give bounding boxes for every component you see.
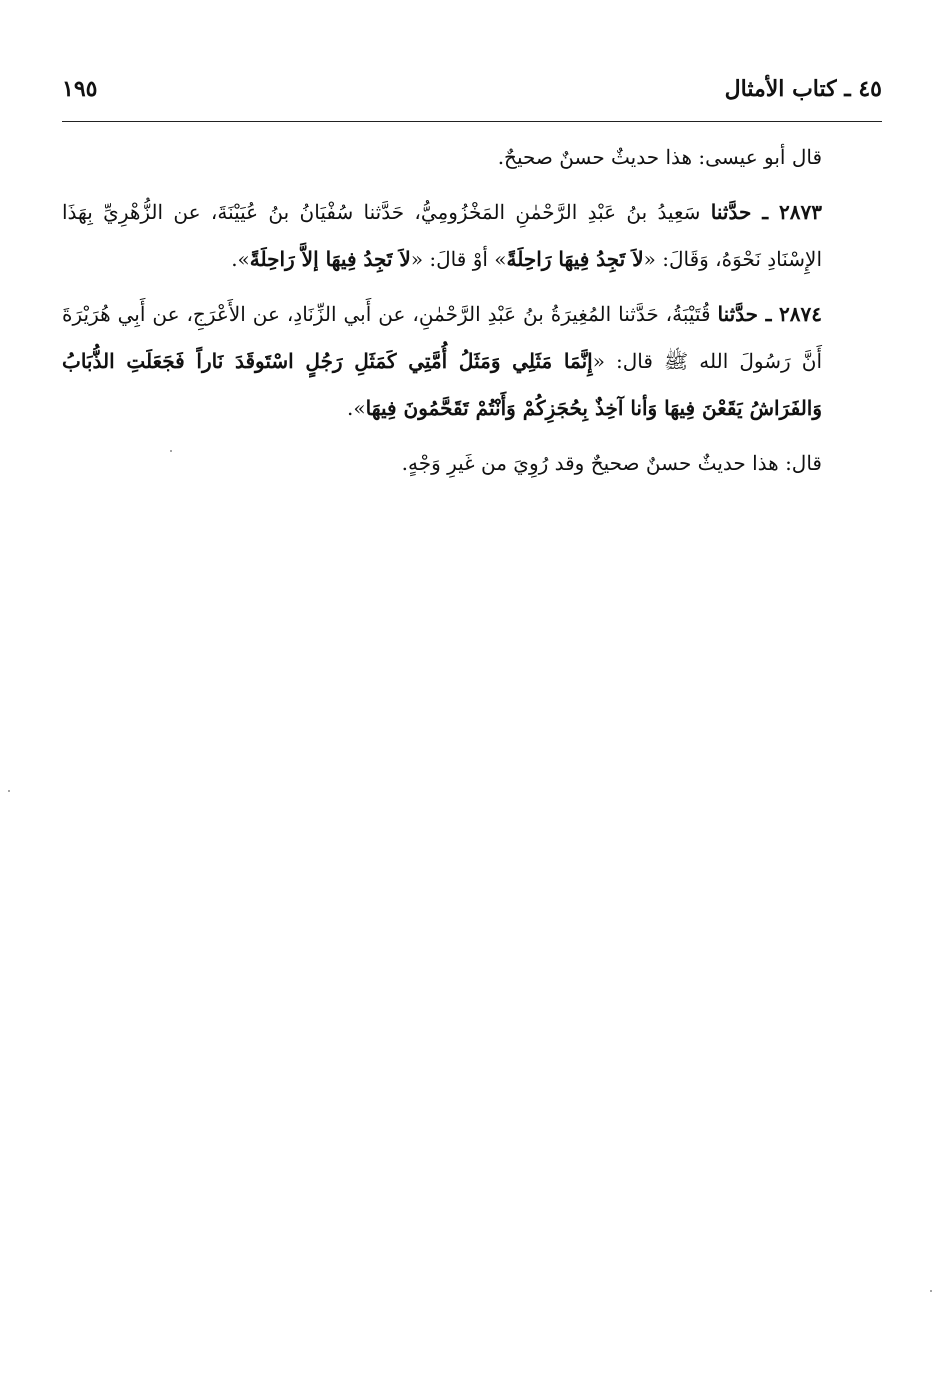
hadith-2873 bbox=[62, 189, 882, 283]
header-rule bbox=[62, 121, 882, 122]
scan-speck bbox=[8, 790, 10, 792]
matn-text-1: لاَ تَجِدُ فِيهَا رَاحِلَةً bbox=[506, 247, 644, 271]
commentary-text: قال: هذا حديثٌ حسنٌ صحيحٌ وقد رُوِيَ من غَيرِ وَجْهٍ. bbox=[401, 451, 822, 475]
hadith-number: ٢٨٧٣ bbox=[779, 200, 822, 224]
scan-speck bbox=[930, 1290, 932, 1292]
hadith-2874 bbox=[62, 291, 882, 432]
commentary-paragraph-1 bbox=[62, 134, 882, 181]
closing-quote: ». bbox=[347, 396, 366, 420]
page-number: ١٩٥ bbox=[62, 76, 98, 102]
commentary-paragraph-2 bbox=[62, 440, 882, 487]
chapter-title: ٤٥ ـ كتاب الأمثال bbox=[724, 76, 882, 102]
matn-text-2: لاَ تَجِدُ فِيهَا إلاَّ رَاحِلَةً bbox=[249, 247, 411, 271]
page-body bbox=[62, 134, 882, 495]
hadith-number: ٢٨٧٤ bbox=[779, 302, 822, 326]
chain-opening-word: حدَّثنا bbox=[717, 302, 759, 326]
isnad-text: قُتَيْبَةُ، حَدَّثنا المُغِيرَةُ بنُ عَبْدِ الرَّحْمٰنِ، عن أَبي الزِّنَادِ، عن الأَعْرَجِ، عن أَبِي هُرَيْرَةَ أَنَّ رَسُولَ الله ﷺ قال: « bbox=[62, 302, 823, 373]
closing-quote: ». bbox=[231, 247, 250, 271]
isnad-text: سَعِيدُ بنُ عَبْدِ الرَّحْمٰنِ المَخْزُومِيُّ، حَدَّثنا سُفْيَانُ بنُ عُيَيْنَةَ، عن الزُّهْرِيِّ بِهَذَا الإِسْنَادِ نَحْوَهُ، وَقَالَ: « bbox=[62, 200, 822, 271]
connector-text: » أوْ قالَ: « bbox=[410, 247, 507, 271]
matn-text: إِنَّمَا مَثَلِي وَمَثَلُ أُمَّتِي كَمَثَلِ رَجُلٍ اسْتَوقَدَ نَاراً فَجَعَلَتِ الذُّبَابُ وَالفَرَاشُ يَقَعْنَ فِيهَا وَأنا آخِذٌ بِحُجَزِكُمْ وَأَنْتُمْ تَقَحَّمُونَ فِيهَا bbox=[62, 349, 822, 420]
chain-opening-word: حدَّثنا bbox=[710, 200, 752, 224]
scan-speck bbox=[170, 450, 172, 452]
hadith-dash: ـ bbox=[751, 200, 780, 224]
hadith-dash: ـ bbox=[758, 302, 780, 326]
commentary-text: قال أبو عيسى: هذا حديثٌ حسنٌ صحيحٌ. bbox=[497, 145, 822, 169]
page-header bbox=[62, 70, 882, 110]
